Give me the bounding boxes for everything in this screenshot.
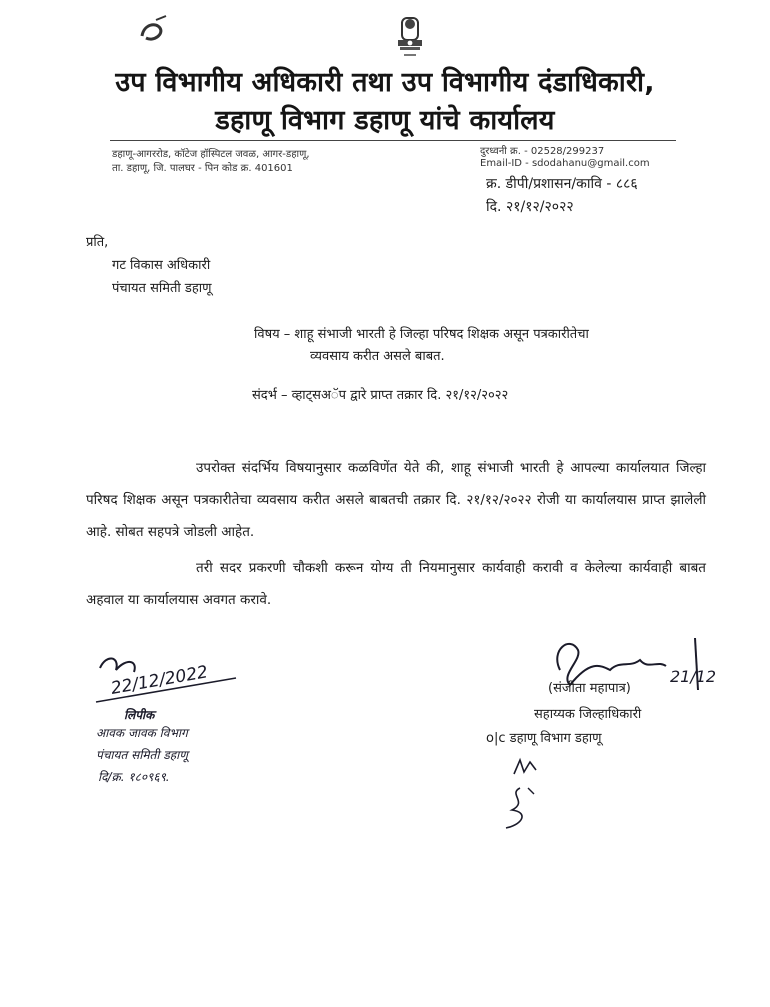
recipient-salutation: प्रति, [86,235,109,250]
letter-date: दि. २१/१२/२०२२ [486,199,574,215]
office-address-line2: ता. डहाणू, जि. पालघर - पिन कोड क्र. 401601 [112,163,293,174]
subject-line2: व्यवसाय करीत असले बाबत. [310,349,445,364]
signature-hand-date: 21/12 [670,667,717,686]
inward-stamp-line1: आवक जावक विभाग [96,726,188,740]
handwritten-receipt-date [86,648,256,708]
recipient-designation: गट विकास अधिकारी [112,258,211,273]
signatory-name: (संजीता महापात्र) [548,681,631,696]
header-divider [110,140,676,141]
letter-reference-number: क्र. डीपी/प्रशासन/कावि - ८८६ [486,176,638,192]
office-title-line1: उप विभागीय अधिकारी तथा उप विभागीय दंडाधिकारी, [115,67,655,98]
inward-stamp-line2: पंचायत समिती डहाणू [96,748,188,762]
inward-stamp-line3: दि/क्र. १८०९६९. [98,770,170,784]
state-emblem-icon [388,14,432,62]
office-address-line1: डहाणू-आगररोड, कॉटेज हॉस्पिटल जवळ, आगर-डहाणू, [112,149,310,160]
body-paragraph-1: उपरोक्त संदर्भिय विषयानुसार कळविणेंत येते की, शाहू संभाजी भारती हे आपल्या कार्यालयात जिल्हा परिषद शिक्षक असून पत्रकारीतेचा व्यवसाय करीत असले बाबतची तक्रार दि. २१/१२/२०२२ रोजी या कार्यालयास प्राप्त झालेली आहे. सोबत सहपत्रे जोडली आहेत. [86,460,706,540]
receipt-date-text: 22/12/2022 [109,662,210,699]
initial-mark-icon [510,756,540,780]
signatory-office: o|c डहाणू विभाग डहाणू [486,731,602,746]
reference-line: संदर्भ – व्हाट्सअॅप द्वारे प्राप्त तक्रार दि. २१/१२/२०२२ [252,388,509,403]
subject-line1: विषय – शाहू संभाजी भारती हे जिल्हा परिषद शिक्षक असून पत्रकारीतेचा [254,327,589,342]
office-phone: दुरध्वनी क्र. - 02528/299237 [480,146,605,157]
initial-scribble-icon [498,784,544,834]
body-paragraph-2: तरी सदर प्रकरणी चौकशी करून योग्य ती नियमानुसार कार्यवाही करावी व केलेल्या कार्यवाही बाबत अहवाल या कार्यालयास अवगत करावे. [86,560,706,608]
clerk-label: लिपीक [124,708,155,722]
signatory-designation: सहाय्यक जिल्हाधिकारी [534,707,642,722]
office-title-line2: डहाणू विभाग डहाणू यांचे कार्यालय [215,105,555,136]
recipient-office: पंचायत समिती डहाणू [112,281,212,296]
handwritten-mark-icon [136,14,176,50]
office-email: Email-ID - sdodahanu@gmail.com [480,158,650,169]
